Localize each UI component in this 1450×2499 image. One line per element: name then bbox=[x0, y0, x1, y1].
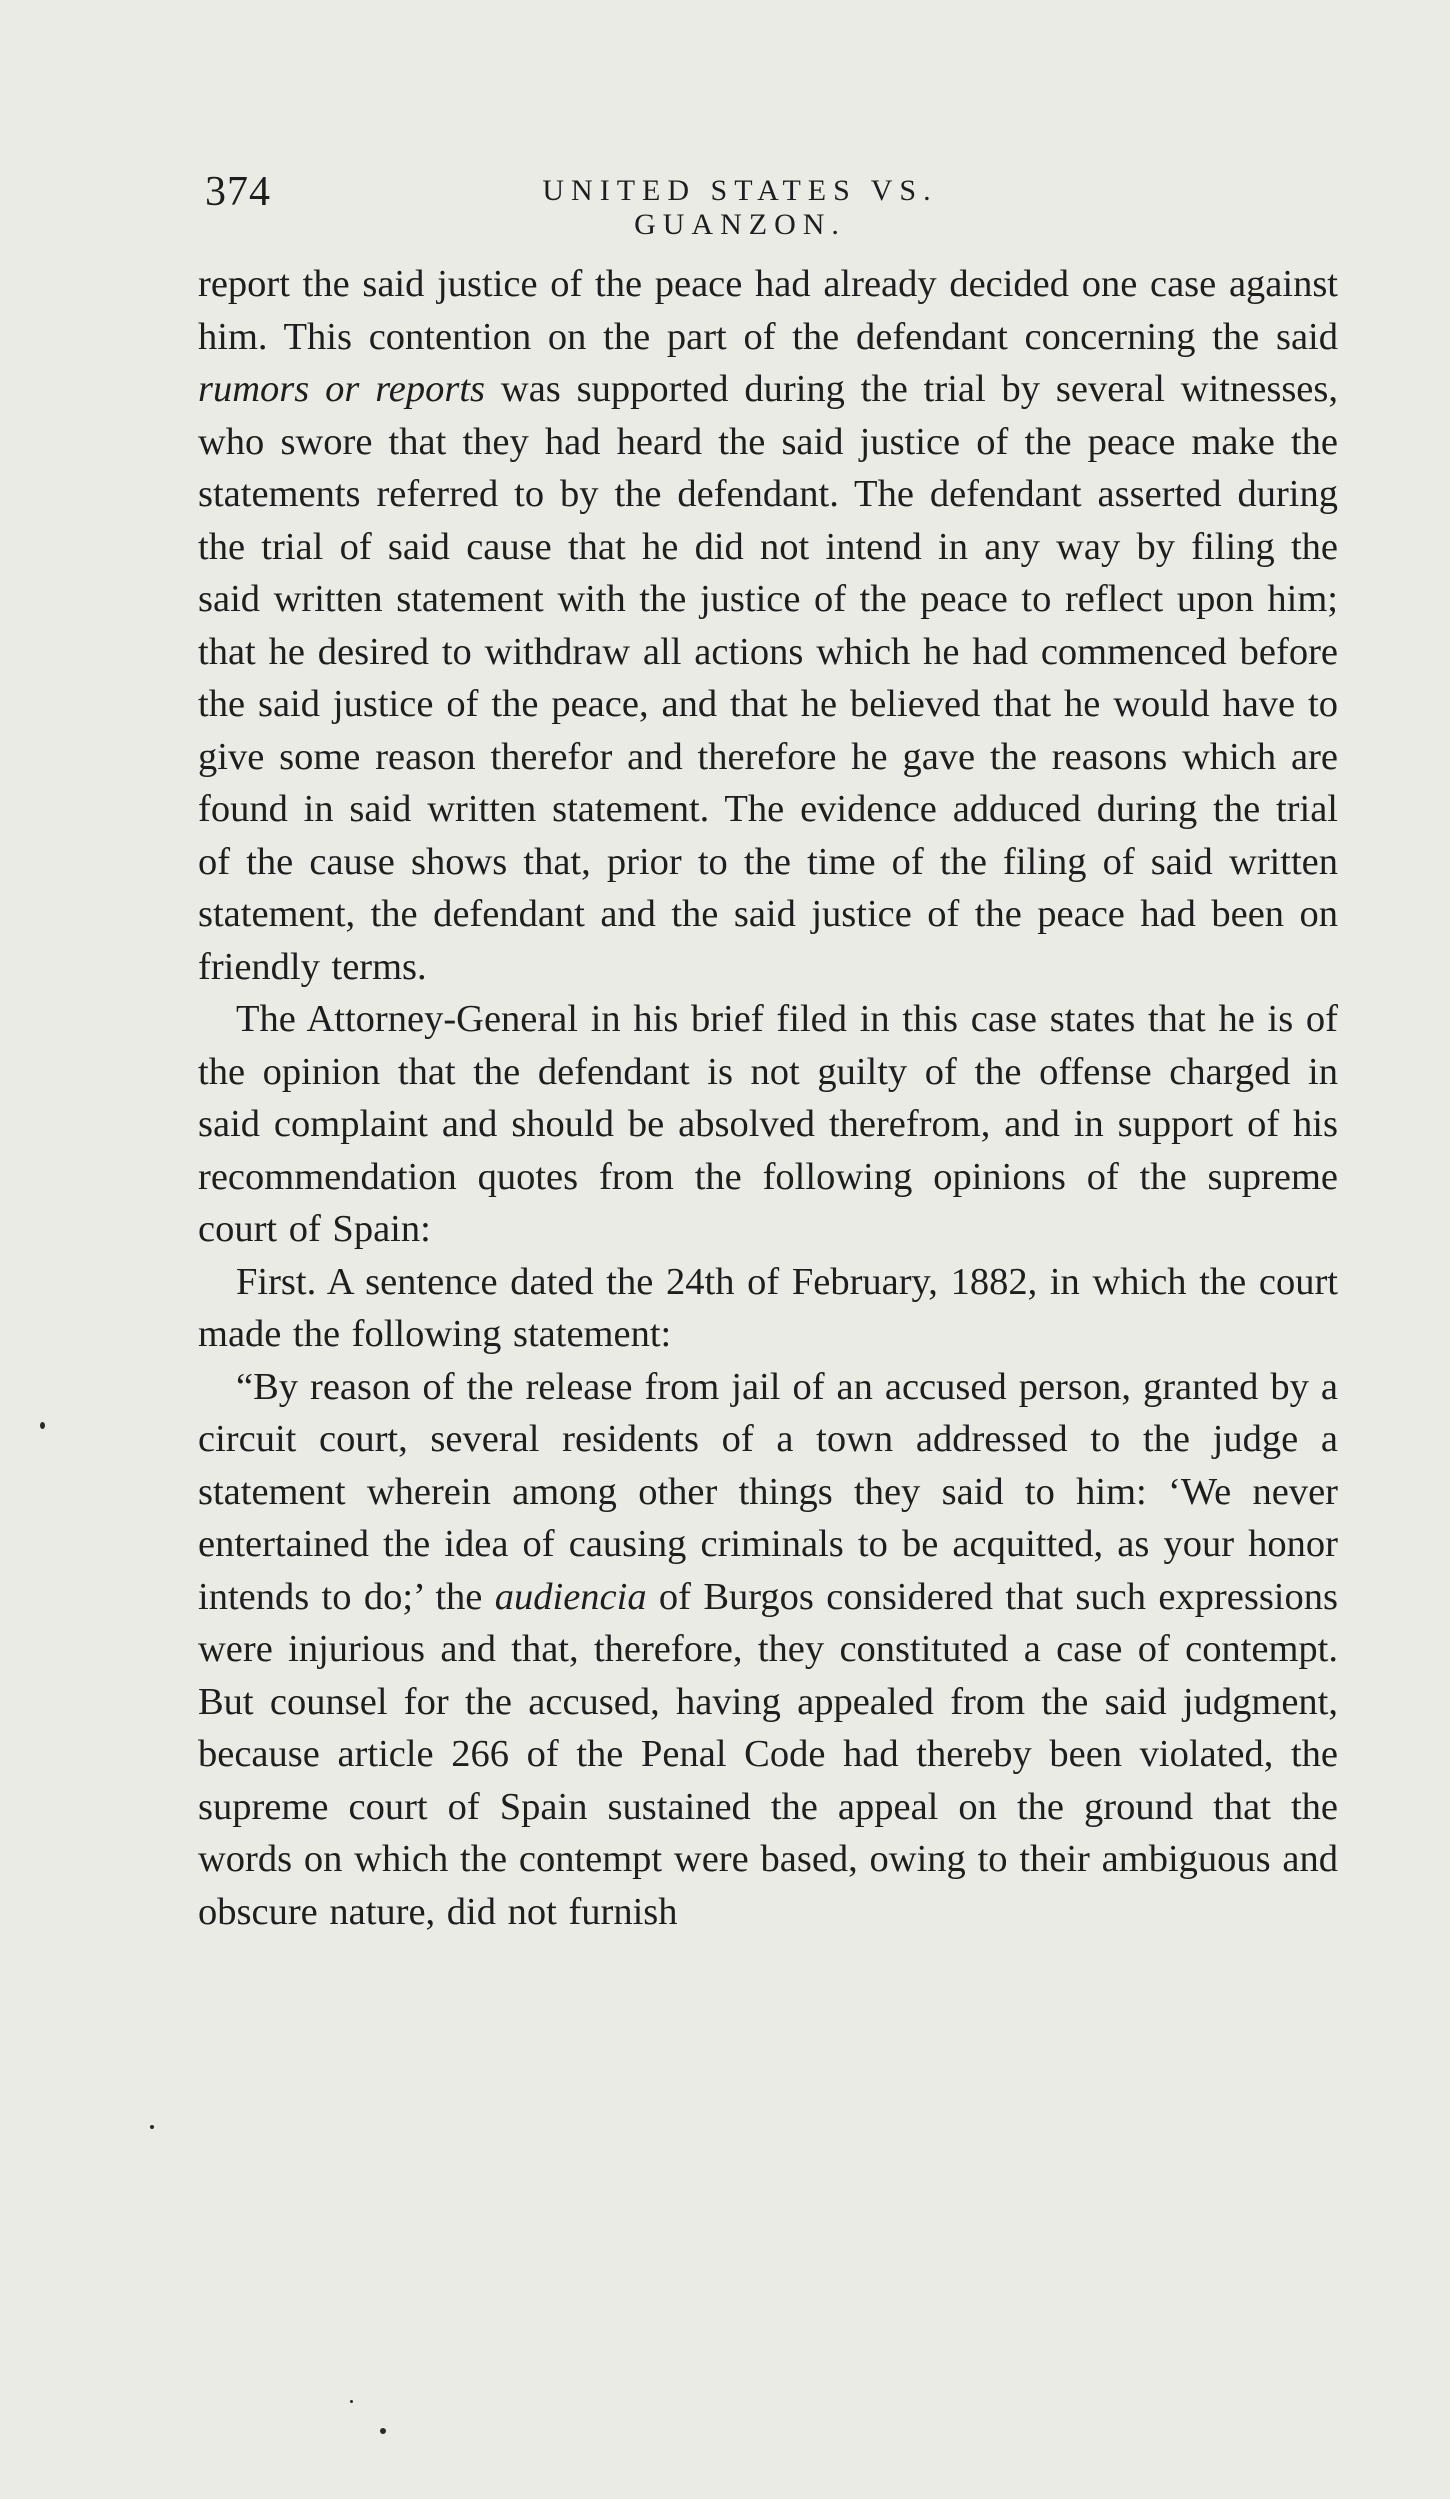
text-run: “By reason of the release from jail of an accused person, granted by a circuit court, several residents of a town addressed to the judge a statement wherein among other things they said to him: ‘We never entertained the idea of causing criminals to be acquitted, as your honor intends to do;’ the bbox=[198, 1365, 1338, 1618]
paragraph-continuation bbox=[198, 258, 1338, 993]
running-head: UNITED STATES VS. GUANZON. bbox=[542, 174, 938, 241]
text-run: of Burgos considered that such expressions were injurious and that, therefore, they constituted a case of contempt. But counsel for the accused, having appealed from the said judgment, because article 266 of the Penal Code had thereby been violated, the supreme court of Spain sustained the appeal on the ground that the words on which the contempt were based, owing to their ambiguous and obscure nature, did not furnish bbox=[198, 1575, 1338, 1933]
body-text bbox=[198, 258, 1338, 1938]
text-run: report the said justice of the peace had already decided one case against him. This contention on the part of the defendant concerning the said bbox=[198, 263, 1338, 358]
margin-speck bbox=[40, 1422, 45, 1429]
text-run: was supported during the trial by several witnesses, who swore that they had heard the said justice of the peace make the statements referred to by the defendant. The defendant asserted during the trial of said cause that he did not intend in any way by filing the said written statement with the justice of the peace to reflect upon him; that he desired to withdraw all actions which he had commenced before the said justice of the peace, and that he believed that he would have to give some reason therefor and therefore he gave the reasons which are found in said written statement. The evidence adduced during the trial of the cause shows that, prior to the time of the filing of said written statement, the defendant and the said justice of the peace had been on friendly terms. bbox=[198, 368, 1338, 988]
paragraph-quotation bbox=[198, 1361, 1338, 1939]
paragraph-attorney-general bbox=[198, 993, 1338, 1256]
italic-run: audiencia bbox=[494, 1575, 647, 1618]
text-run: The Attorney-General in his brief filed in this case states that he is of the opinion that the defendant is not guilty of the offense charged in said complaint and should be absolved therefrom, and in support of his recommendation quotes from the following opinions of the supreme court of Spain: bbox=[198, 998, 1338, 1250]
text-run: First. A sentence dated the 24th of February, 1882, in which the court made the following statement: bbox=[198, 1260, 1338, 1355]
italic-run: rumors or reports bbox=[198, 368, 486, 410]
margin-speck bbox=[150, 2125, 154, 2129]
margin-speck bbox=[350, 2400, 353, 2403]
page-number: 374 bbox=[205, 169, 271, 215]
margin-speck bbox=[380, 2428, 386, 2434]
page-header bbox=[205, 168, 1340, 241]
paragraph-first-sentence bbox=[198, 1256, 1338, 1361]
